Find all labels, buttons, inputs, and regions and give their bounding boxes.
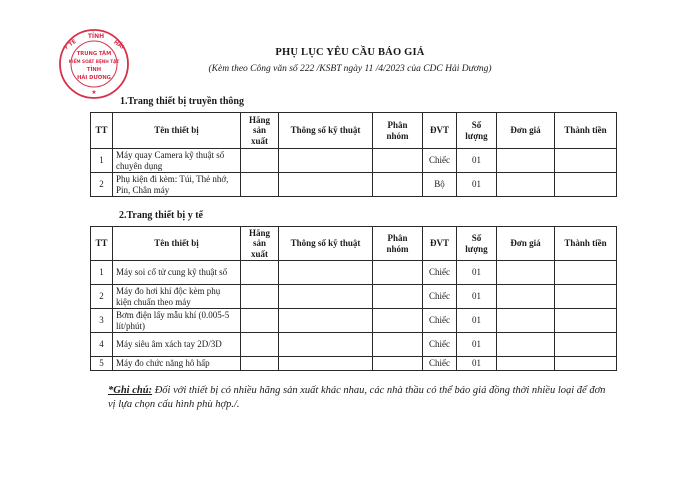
cell-qty: 01 bbox=[457, 149, 497, 173]
col-header-tt: TT bbox=[91, 227, 113, 261]
cell-group bbox=[373, 149, 423, 173]
cell-qty: 01 bbox=[457, 333, 497, 357]
cell-name: Máy siêu âm xách tay 2D/3D bbox=[113, 333, 241, 357]
col-header-maker: Hãng sản xuất bbox=[241, 227, 279, 261]
svg-text:TRUNG TÂM: TRUNG TÂM bbox=[76, 51, 112, 57]
col-header-price: Đơn giá bbox=[497, 113, 555, 149]
cell-spec bbox=[279, 357, 373, 371]
cell-qty: 01 bbox=[457, 261, 497, 285]
table-header-row bbox=[91, 227, 617, 261]
document-title: PHỤ LỤC YÊU CẦU BÁO GIÁ bbox=[275, 47, 425, 58]
cell-total bbox=[555, 309, 617, 333]
cell-price bbox=[497, 309, 555, 333]
cell-qty: 01 bbox=[457, 357, 497, 371]
cell-tt: 3 bbox=[91, 309, 113, 333]
cell-unit: Chiếc bbox=[423, 309, 457, 333]
svg-text:★: ★ bbox=[91, 89, 97, 96]
cell-total bbox=[555, 285, 617, 309]
svg-text:HẢI DƯƠNG: HẢI DƯƠNG bbox=[77, 75, 111, 81]
cell-price bbox=[497, 357, 555, 371]
cell-name: Phụ kiện đi kèm: Túi, Thẻ nhớ, Pin, Chân máy bbox=[113, 173, 241, 197]
col-header-maker: Hãng sản xuất bbox=[241, 113, 279, 149]
cell-group bbox=[373, 357, 423, 371]
col-header-spec: Thông số kỹ thuật bbox=[279, 227, 373, 261]
table-row bbox=[91, 173, 617, 197]
svg-text:HẢI: HẢI bbox=[112, 39, 125, 51]
cell-price bbox=[497, 261, 555, 285]
cell-tt: 2 bbox=[91, 285, 113, 309]
col-header-unit: ĐVT bbox=[423, 227, 457, 261]
cell-unit: Chiếc bbox=[423, 149, 457, 173]
cell-name: Máy soi cổ tử cung kỹ thuật số bbox=[113, 261, 241, 285]
svg-text:TỈNH: TỈNH bbox=[86, 67, 102, 73]
table-row bbox=[91, 261, 617, 285]
col-header-spec: Thông số kỹ thuật bbox=[279, 113, 373, 149]
cell-spec bbox=[279, 285, 373, 309]
cell-total bbox=[555, 261, 617, 285]
cell-name: Máy đo chức năng hô hấp bbox=[113, 357, 241, 371]
cell-group bbox=[373, 285, 423, 309]
col-header-qty: Số lượng bbox=[457, 227, 497, 261]
cell-spec bbox=[279, 173, 373, 197]
cell-maker bbox=[241, 149, 279, 173]
cell-unit: Chiếc bbox=[423, 357, 457, 371]
footnote-text: Đối với thiết bị có nhiều hãng sản xuất khác nhau, các nhà thầu có thể báo giá đồng thời nhiều loại để đơn vị lựa chọn cấu hình phù hợp./. bbox=[108, 385, 606, 411]
cell-group bbox=[373, 333, 423, 357]
footnote bbox=[108, 384, 608, 412]
cell-name: Máy đo hơi khí độc kèm phụ kiện chuẩn theo máy bbox=[113, 285, 241, 309]
cell-total bbox=[555, 173, 617, 197]
cell-maker bbox=[241, 173, 279, 197]
table-header-row bbox=[91, 113, 617, 149]
cell-tt: 5 bbox=[91, 357, 113, 371]
cell-tt: 1 bbox=[91, 149, 113, 173]
footnote-label: *Ghi chú: bbox=[108, 385, 153, 396]
cell-unit: Chiếc bbox=[423, 285, 457, 309]
cell-tt: 2 bbox=[91, 173, 113, 197]
cell-spec bbox=[279, 309, 373, 333]
cell-price bbox=[497, 173, 555, 197]
cell-total bbox=[555, 357, 617, 371]
cell-group bbox=[373, 309, 423, 333]
cell-spec bbox=[279, 149, 373, 173]
cell-price bbox=[497, 333, 555, 357]
table-row bbox=[91, 309, 617, 333]
cell-maker bbox=[241, 261, 279, 285]
cell-unit: Chiếc bbox=[423, 261, 457, 285]
table-row bbox=[91, 285, 617, 309]
col-header-total: Thành tiền bbox=[555, 227, 617, 261]
cell-group bbox=[373, 261, 423, 285]
table-row bbox=[91, 333, 617, 357]
table-row bbox=[91, 149, 617, 173]
col-header-group: Phân nhóm bbox=[373, 227, 423, 261]
cell-maker bbox=[241, 333, 279, 357]
cell-qty: 01 bbox=[457, 309, 497, 333]
svg-text:KIỂM SOÁT BỆNH TẬT: KIỂM SOÁT BỆNH TẬT bbox=[68, 59, 120, 64]
cell-name: Bơm điện lấy mẫu khí (0.005-5 lít/phút) bbox=[113, 309, 241, 333]
svg-text:Y TẾ: Y TẾ bbox=[63, 38, 78, 52]
cell-unit: Chiếc bbox=[423, 333, 457, 357]
col-header-group: Phân nhóm bbox=[373, 113, 423, 149]
cell-tt: 1 bbox=[91, 261, 113, 285]
section-2-heading: 2.Trang thiết bị y tế bbox=[119, 210, 203, 221]
cell-price bbox=[497, 149, 555, 173]
cell-unit: Bộ bbox=[423, 173, 457, 197]
cell-spec bbox=[279, 261, 373, 285]
cell-group bbox=[373, 173, 423, 197]
col-header-qty: Số lượng bbox=[457, 113, 497, 149]
cell-tt: 4 bbox=[91, 333, 113, 357]
cell-spec bbox=[279, 333, 373, 357]
cell-qty: 01 bbox=[457, 285, 497, 309]
table-row bbox=[91, 357, 617, 371]
cell-qty: 01 bbox=[457, 173, 497, 197]
col-header-total: Thành tiền bbox=[555, 113, 617, 149]
svg-text:TỈNH: TỈNH bbox=[87, 33, 105, 40]
col-header-unit: ĐVT bbox=[423, 113, 457, 149]
col-header-tt: TT bbox=[91, 113, 113, 149]
cell-price bbox=[497, 285, 555, 309]
cell-total bbox=[555, 333, 617, 357]
col-header-name: Tên thiết bị bbox=[113, 113, 241, 149]
cell-maker bbox=[241, 357, 279, 371]
col-header-name: Tên thiết bị bbox=[113, 227, 241, 261]
col-header-price: Đơn giá bbox=[497, 227, 555, 261]
document-subtitle: (Kèm theo Công văn số 222 /KSBT ngày 11 /4/2023 của CDC Hải Dương) bbox=[208, 64, 492, 74]
section-1-heading: 1.Trang thiết bị truyền thông bbox=[120, 96, 244, 107]
table-communication-equipment bbox=[90, 112, 617, 197]
cell-maker bbox=[241, 309, 279, 333]
cell-total bbox=[555, 149, 617, 173]
cell-maker bbox=[241, 285, 279, 309]
table-medical-equipment bbox=[90, 226, 617, 371]
cell-name: Máy quay Camera kỹ thuật số chuyên dụng bbox=[113, 149, 241, 173]
